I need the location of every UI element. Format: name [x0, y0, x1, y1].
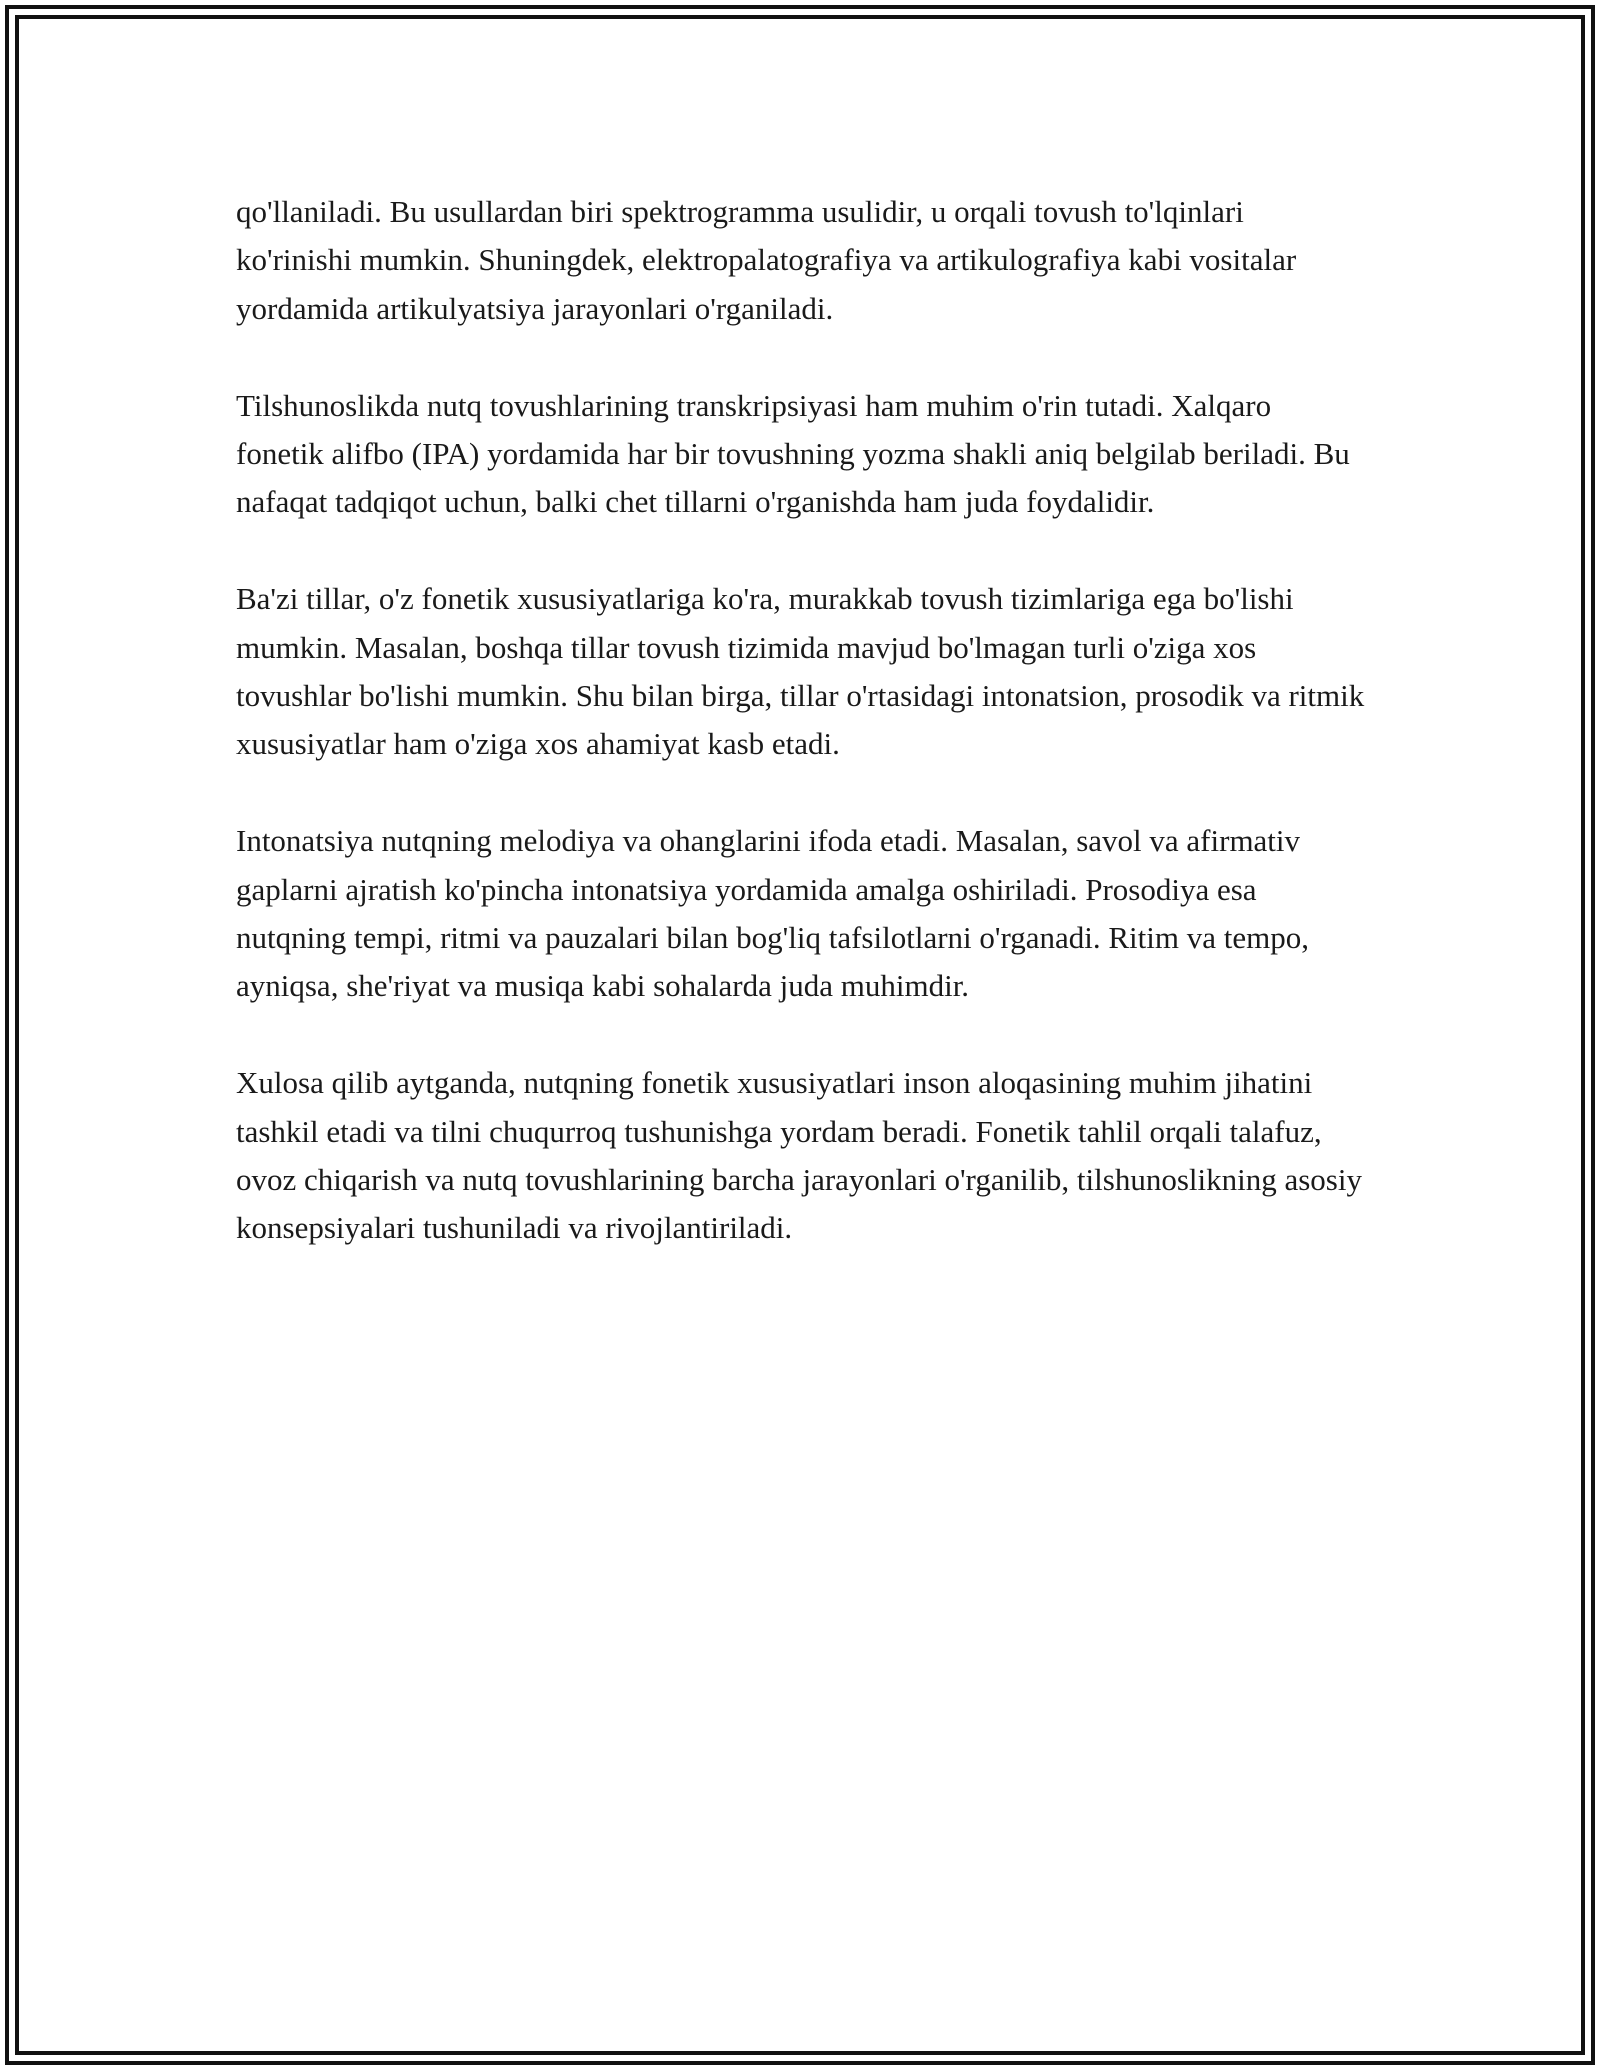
paragraph-5: Xulosa qilib aytganda, nutqning fonetik xususiyatlari inson aloqasining muhim jihatini tashkil etadi va tilni chuqurroq tushunishga yordam beradi. Fonetik tahlil orqali talafuz, ovoz chiqarish va nutq tovushlarining barcha jarayonlari o'rganilib, tilshunoslikning asosiy konsepsiyalari tushuniladi va rivojlantiriladi.: [236, 1065, 1362, 1246]
document-body: [236, 188, 1366, 1301]
paragraph-4: Intonatsiya nutqning melodiya va ohanglarini ifoda etadi. Masalan, savol va afirmativ gaplarni ajratish ko'pincha intonatsiya yordamida amalga oshiriladi. Prosodiya esa nutqning tempi, ritmi va pauzalari bilan bog'liq tafsilotlarni o'rganadi. Ritim va tempo, ayniqsa, she'riyat va musiqa kabi sohalarda juda muhimdir.: [236, 823, 1309, 1004]
paragraph-2: Tilshunoslikda nutq tovushlarining transkripsiyasi ham muhim o'rin tutadi. Xalqaro fonetik alifbo (IPA) yordamida har bir tovushning yozma shakli aniq belgilab beriladi. Bu nafaqat tadqiqot uchun, balki chet tillarni o'rganishda ham juda foydalidir.: [236, 387, 1350, 520]
paragraph-3: Ba'zi tillar, o'z fonetik xususiyatlariga ko'ra, murakkab tovush tizimlariga ega bo'lishi mumkin. Masalan, boshqa tillar tovush tizimida mavjud bo'lmagan turli o'ziga xos tovushlar bo'lishi mumkin. Shu bilan birga, tillar o'rtasidagi intonatsion, prosodik va ritmik xususiyatlar ham o'ziga xos ahamiyat kasb etadi.: [236, 581, 1365, 762]
paragraph-1: qo'llaniladi. Bu usullardan biri spektrogramma usulidir, u orqali tovush to'lqinlari ko'rinishi mumkin. Shuningdek, elektropalatografiya va artikulografiya kabi vositalar yordamida artikulyatsiya jarayonlari o'rganiladi.: [236, 194, 1297, 326]
